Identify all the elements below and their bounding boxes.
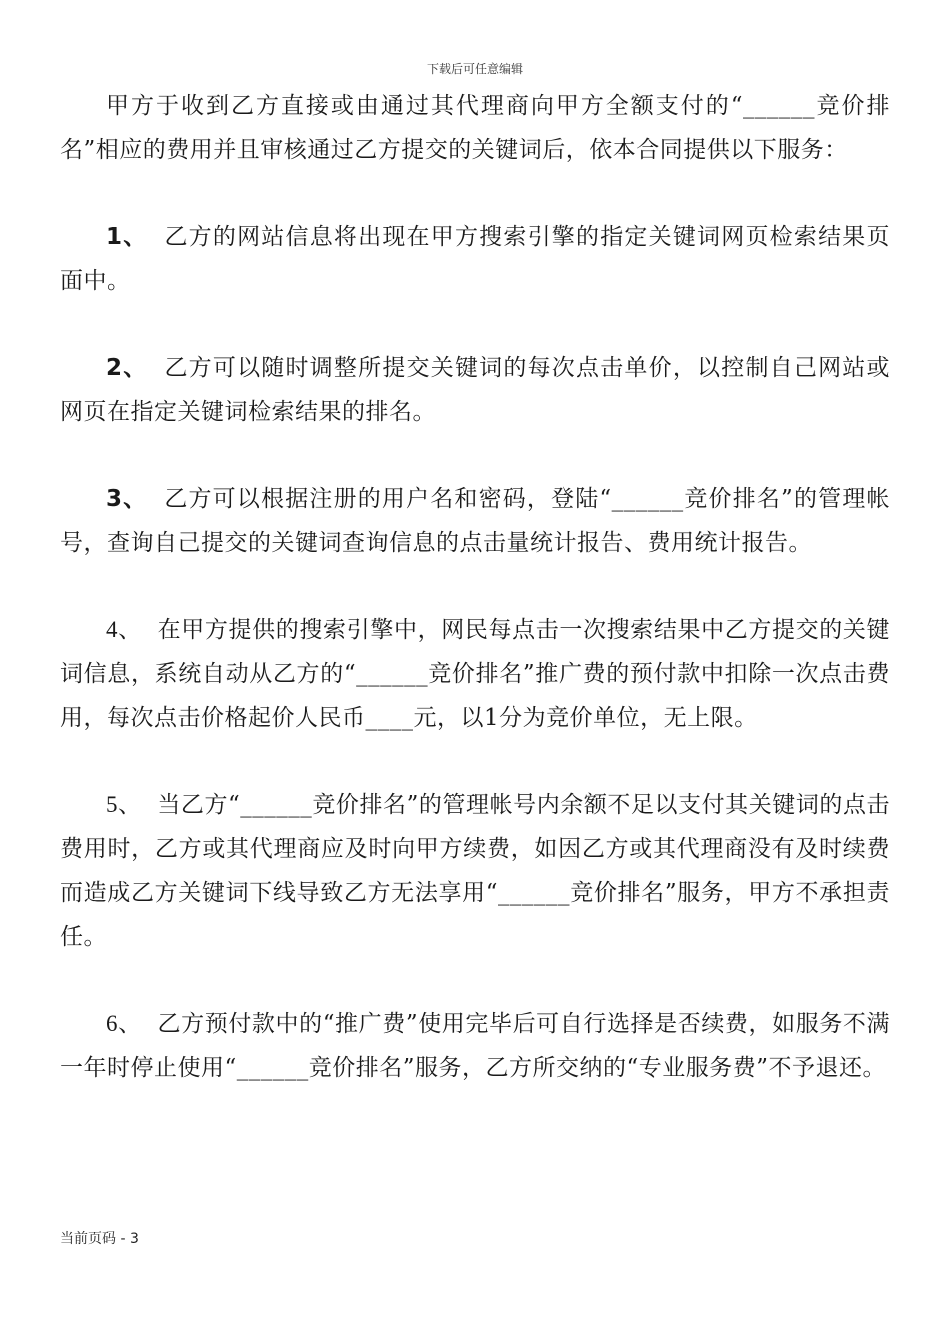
item-number: 2、 <box>106 355 148 381</box>
item-text: 乙方的网站信息将出现在甲方搜索引擎的指定关键词网页检索结果页面中。 <box>60 224 890 294</box>
item-text: 在甲方提供的搜索引擎中，网民每点击一次搜索结果中乙方提交的关键词信息，系统自动从乙方的“______竞价排名”推广费的预付款中扣除一次点击费用，每次点击价格起价人民币____元，以1分为竞价单位，无上限。 <box>60 617 891 731</box>
page-footer: 当前页码 - 3 <box>60 1231 139 1247</box>
item-number: 1、 <box>106 224 148 250</box>
list-item <box>60 477 890 565</box>
page-header: 下载后可任意编辑 <box>426 62 523 76</box>
item-number: 4、 <box>106 617 142 642</box>
item-number: 6、 <box>106 1011 142 1036</box>
item-number: 5、 <box>106 792 142 817</box>
list-item <box>60 346 890 434</box>
intro-paragraph: 甲方于收到乙方直接或由通过其代理商向甲方全额支付的“______竞价排名”相应的费用并且审核通过乙方提交的关键词后，依本合同提供以下服务： <box>60 93 890 163</box>
list-item <box>60 1002 890 1090</box>
list-item <box>60 215 890 303</box>
list-item <box>60 608 890 740</box>
item-text: 乙方预付款中的“推广费”使用完毕后可自行选择是否续费，如服务不满一年时停止使用“______竞价排名”服务，乙方所交纳的“专业服务费”不予退还。 <box>60 1011 891 1081</box>
item-text: 乙方可以根据注册的用户名和密码，登陆“______竞价排名”的管理帐号，查询自己提交的关键词查询信息的点击量统计报告、费用统计报告。 <box>60 486 890 556</box>
item-number: 3、 <box>106 486 148 512</box>
item-text: 乙方可以随时调整所提交关键词的每次点击单价，以控制自己网站或网页在指定关键词检索结果的排名。 <box>60 355 890 425</box>
list-item <box>60 783 890 959</box>
item-text: 当乙方“______竞价排名”的管理帐号内余额不足以支付其关键词的点击费用时，乙方或其代理商应及时向甲方续费，如因乙方或其代理商没有及时续费而造成乙方关键词下线导致乙方无法享用“______竞价排名”服务，甲方不承担责任。 <box>60 792 891 950</box>
document-body <box>60 84 890 1133</box>
